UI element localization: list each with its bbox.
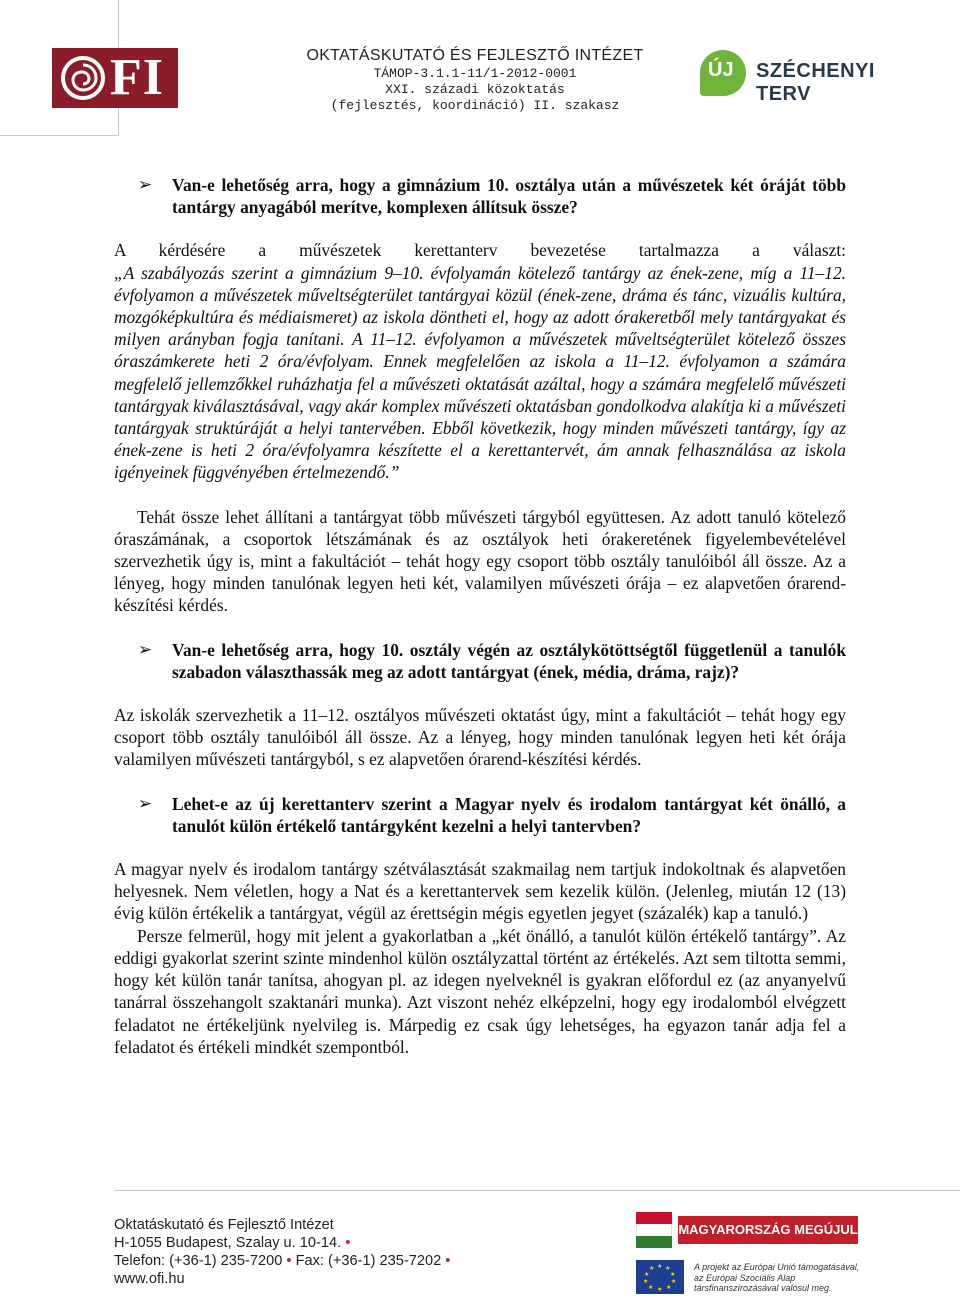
question-3 bbox=[114, 793, 846, 837]
eu-funding-line-2: az Európai Szociális Alap bbox=[694, 1272, 796, 1283]
szechenyi-terv-logo bbox=[700, 50, 920, 110]
eu-funding-line-3: társfinanszírozásával valósul meg. bbox=[694, 1283, 832, 1293]
magyarorszag-megujul-logo bbox=[636, 1212, 858, 1256]
ofi-logo-text: FI bbox=[110, 49, 164, 106]
header-org-name: OKTATÁSKUTATÓ ÉS FEJLESZTŐ INTÉZET bbox=[306, 47, 644, 64]
question-2-text: Van-e lehetőség arra, hogy 10. osztály végén az osztálykötöttségtől függetlenül a tanulók szabadon választhassák meg az adott tantárgyat (ének, média, dráma, rajz)? bbox=[172, 639, 846, 682]
eu-funding-line-1: A projekt az Európai Unió támogatásával, bbox=[694, 1262, 860, 1272]
eu-funding-notice bbox=[636, 1260, 876, 1300]
answer-3-paragraph-1: A magyar nyelv és irodalom tantárgy szétválasztását szakmailag nem tartjuk indokoltnak és alapvetően helyesnek. Nem véletlen, hogy a Nat és a kerettantervek sem kezelik külön. (Jelenleg, miután 12 (13) évig külön értékelik a tantárgyat, végül az érettségin mégis egyetlen jegyet (százalék) kap a tanuló.) bbox=[114, 859, 846, 924]
footer-phone: Telefon: (+36-1) 235-7200 bbox=[114, 1253, 283, 1269]
magyarorszag-megujul-banner: MAGYARORSZÁG MEGÚJUL bbox=[678, 1216, 858, 1244]
szechenyi-terv-label: SZÉCHENYI TERV bbox=[756, 60, 875, 105]
footer-fax: Fax: (+36-1) 235-7202 bbox=[295, 1253, 442, 1269]
answer-3-paragraph-2: Persze felmerül, hogy mit jelent a gyakorlatban a „két önálló, a tanulót külön értékelő tantárgy”. Az eddigi gyakorlat szerint szinte mindenhol külön osztályzattal történt az értékelés. Azt sem tiltotta semmi, hogy két külön tanár tanítsa, ahogyan pl. az idegen nyelveknél is gyakran előfordul ez (az anyanyelvű tanárral összehangolt szaktanári munka). Azt viszont nehéz elképzelni, hogy egy irodalomból elvégzett feladatot ne értékeljünk nyelvileg is. Márpedig ez csak úgy lehetséges, ha egyazon tanár adja fel a feladatot és értékeli mindkét szempontból. bbox=[114, 925, 846, 1057]
arrow-bullet-icon: ➢ bbox=[138, 175, 153, 195]
arrow-bullet-icon: ➢ bbox=[138, 639, 153, 660]
question-2 bbox=[114, 639, 846, 683]
szechenyi-uj-label: ÚJ bbox=[708, 59, 734, 81]
footer-address: H-1055 Budapest, Szalay u. 10-14. bbox=[114, 1235, 342, 1251]
header-project-code: TÁMOP-3.1.1-11/1-2012-0001 bbox=[373, 66, 577, 81]
answer-1-quote: „A szabályozás szerint a gimnázium 9–10. évfolyamán kötelező tantárgy az ének-zene, míg a 11–12. évfolyamon a művészetek műveltségterület tantárgyai közül (ének-zene, dráma és tánc, vizuális kultúra, mozgóképkultúra és médiaismeret) az iskola döntheti el, hogy az adott órakeretből mely tantárgyakat és milyen arányban fogja tanítani. A 11–12. évfolyamon a művészetek műveltségterület kötelező összes óraszámkerete heti 2 óra/évfolyam. Ennek megfelelően az iskola a 11–12. évfolyamon a számára megfelelő jellemzőkkel ruházhatja fel a művészeti oktatását azáltal, hogy a számára megfelelő művészeti tantárgyak kiválasztásával, vagy akár komplex művészeti oktatásban gondolkodva alakítja ki a művészeti tantárgyak struktúráját a helyi tantervében. Ebből következik, hogy minden művészeti tantárgy, így az ének-zene is heti 2 óra/évfolyamra készítette el a kerettantervét, ám annak felhasználása az iskola igényeinek függvényében értelmezendő.” bbox=[114, 262, 846, 483]
footer-contact bbox=[114, 1216, 450, 1288]
question-1 bbox=[114, 174, 846, 218]
header-project-title: XXI. századi közoktatás bbox=[385, 82, 565, 97]
answer-1-intro: A kérdésére a művészetek kerettanterv bevezetése tartalmazza a választ: bbox=[114, 240, 846, 261]
eu-funding-text bbox=[694, 1262, 859, 1294]
answer-1-paragraph-2: Tehát össze lehet állítani a tantárgyat több művészeti tárgyból együttesen. Az adott tanuló kötelező óraszámának, a csoportok létszámának és az osztályok heti órakeretének figyelembevételével szervezhetik úgy is, mint a fakultációt – tehát hogy egy csoport több osztály tanulóiból áll össze. Az a lényeg, hogy minden tanulónak legyen heti két, valamilyen művészeti órája – ez alapvetően órarend-készítési kérdés. bbox=[114, 506, 846, 616]
ofi-logo bbox=[52, 48, 178, 108]
footer-bullet-icon: • bbox=[345, 1235, 351, 1251]
footer-website-link[interactable]: www.ofi.hu bbox=[114, 1271, 185, 1287]
question-1-text: Van-e lehetőség arra, hogy a gimnázium 10. osztálya után a művészetek két óráját több tantárgy anyagából merítve, komplexen állítsuk össze? bbox=[172, 175, 846, 218]
arrow-bullet-icon: ➢ bbox=[138, 793, 153, 814]
footer-bullet-icon: • bbox=[286, 1253, 292, 1269]
footer-org-name: Oktatáskutató és Fejlesztő Intézet bbox=[114, 1217, 334, 1233]
question-3-text: Lehet-e az új kerettanterv szerint a Magyar nyelv és irodalom tantárgyat két önálló, a tanulót külön értékelő tantárgyként kezelni a helyi tantervben? bbox=[172, 793, 846, 836]
footer-divider bbox=[114, 1190, 960, 1191]
header-project-info bbox=[300, 46, 650, 114]
footer-bullet-icon: • bbox=[445, 1253, 451, 1269]
document-body bbox=[114, 174, 846, 1058]
header-project-phase: (fejlesztés, koordináció) II. szakasz bbox=[330, 98, 620, 113]
eu-flag-icon: ★ ★ ★ ★ ★ ★ ★ ★ ★ ★ bbox=[636, 1260, 684, 1294]
answer-2: Az iskolák szervezhetik a 11–12. osztályos művészeti oktatást úgy, mint a fakultációt – tehát hogy egy csoport több osztály tanulóiból áll össze. Az a lényeg, hogy minden tanulónak legyen heti két órája valamilyen művészeti tantárgyból, s ez alapvetően órarend-készítési kérdés. bbox=[114, 705, 846, 770]
hungarian-flag-icon bbox=[636, 1212, 672, 1248]
ofi-swirl-icon bbox=[58, 53, 108, 103]
